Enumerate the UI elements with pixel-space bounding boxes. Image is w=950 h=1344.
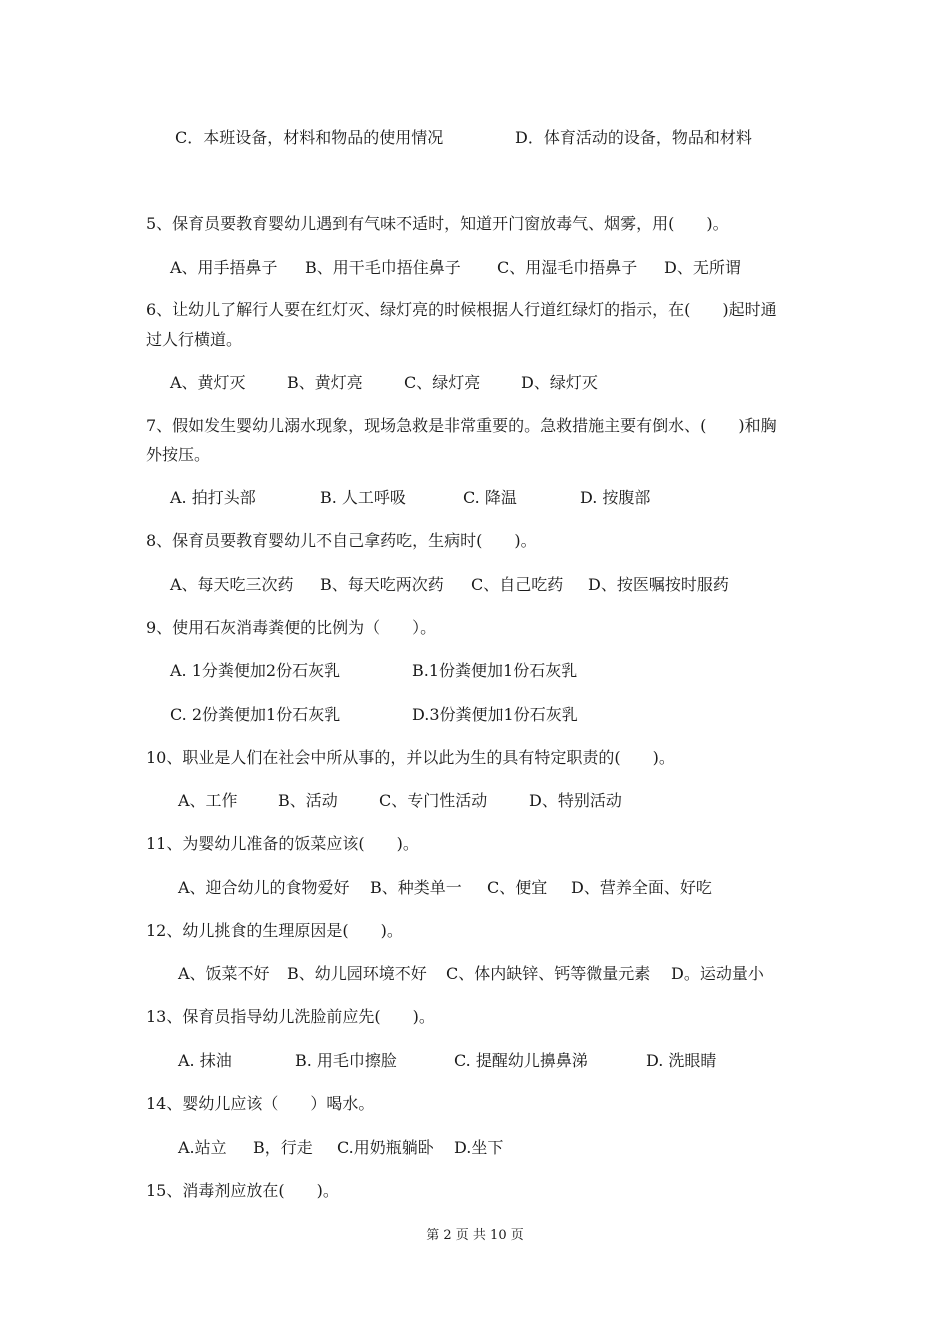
page-footer: 第 2 页 共 10 页: [426, 1228, 524, 1243]
q8-option-c: C、自己吃药: [471, 575, 564, 594]
q8-option-b: B、每天吃两次药: [320, 575, 444, 594]
q14-option-c: C.用奶瓶躺卧: [337, 1138, 434, 1157]
q4-option-d: D．体育活动的设备，物品和材料: [515, 128, 752, 147]
q8-option-d: D、按医嘱按时服药: [588, 575, 729, 594]
q12-option-c: C、体内缺锌、钙等微量元素: [446, 964, 651, 983]
q10-option-d: D、特别活动: [529, 791, 622, 810]
q5-option-d: D、无所谓: [664, 258, 741, 277]
question-13-text: 13、保育员指导幼儿洗脸前应先( )。: [146, 1007, 435, 1026]
question-10-text: 10、职业是人们在社会中所从事的，并以此为生的具有特定职责的( )。: [146, 748, 675, 767]
q6-option-b: B、黄灯亮: [287, 373, 363, 392]
q11-option-a: A、迎合幼儿的食物爱好: [178, 878, 350, 897]
question-11-text: 11、为婴幼儿准备的饭菜应该( )。: [146, 834, 419, 853]
question-6-text: 6、让幼儿了解行人要在红灯灭、绿灯亮的时候根据人行道红绿灯的指示，在( )起时通: [146, 300, 777, 319]
question-7-text-cont: 外按压。: [146, 445, 211, 464]
question-6-text-cont: 过人行横道。: [146, 330, 243, 349]
q12-option-a: A、饭菜不好: [178, 964, 270, 983]
q13-option-a: A. 抹油: [178, 1051, 232, 1070]
q9-option-a: A. 1分粪便加2份石灰乳: [170, 661, 341, 680]
q14-option-b: B，行走: [253, 1138, 313, 1157]
q11-option-b: B、种类单一: [370, 878, 462, 897]
q5-option-c: C、用湿毛巾捂鼻子: [497, 258, 638, 277]
q10-option-c: C、专门性活动: [379, 791, 488, 810]
q12-option-d: D。运动量小: [671, 964, 764, 983]
q11-option-c: C、便宜: [487, 878, 548, 897]
q7-option-c: C. 降温: [463, 488, 517, 507]
q13-option-d: D. 洗眼睛: [646, 1051, 717, 1070]
q14-option-d: D.坐下: [454, 1138, 504, 1157]
q6-option-c: C、绿灯亮: [404, 373, 481, 392]
q8-option-a: A、每天吃三次药: [170, 575, 294, 594]
q5-option-a: A、用手捂鼻子: [170, 258, 278, 277]
q11-option-d: D、营养全面、好吃: [571, 878, 712, 897]
question-7-text: 7、假如发生婴幼儿溺水现象，现场急救是非常重要的。急救措施主要有倒水、( )和胸: [146, 416, 777, 435]
q12-option-b: B、幼儿园环境不好: [287, 964, 427, 983]
q9-option-c: C. 2份粪便加1份石灰乳: [170, 705, 341, 724]
q13-option-c: C. 提醒幼儿擤鼻涕: [454, 1051, 588, 1070]
question-9-text: 9、使用石灰消毒粪便的比例为（ ）。: [146, 618, 437, 637]
q4-option-c: C．本班设备，材料和物品的使用情况: [175, 128, 444, 147]
question-14-text: 14、婴幼儿应该（ ）喝水。: [146, 1094, 375, 1113]
q13-option-b: B. 用毛巾擦脸: [295, 1051, 397, 1070]
q7-option-d: D. 按腹部: [580, 488, 651, 507]
question-5-text: 5、保育员要教育婴幼儿遇到有气味不适时，知道开门窗放毒气、烟雾，用( )。: [146, 214, 729, 233]
q6-option-d: D、绿灯灭: [521, 373, 598, 392]
q10-option-a: A、工作: [178, 791, 238, 810]
q7-option-b: B. 人工呼吸: [320, 488, 406, 507]
q5-option-b: B、用干毛巾捂住鼻子: [305, 258, 461, 277]
q7-option-a: A. 拍打头部: [170, 488, 256, 507]
question-12-text: 12、幼儿挑食的生理原因是( )。: [146, 921, 403, 940]
q6-option-a: A、黄灯灭: [170, 373, 246, 392]
q10-option-b: B、活动: [278, 791, 338, 810]
q9-option-d: D.3份粪便加1份石灰乳: [412, 705, 578, 724]
q14-option-a: A.站立: [178, 1138, 227, 1157]
question-15-text: 15、消毒剂应放在( )。: [146, 1181, 339, 1200]
q9-option-b: B.1份粪便加1份石灰乳: [412, 661, 578, 680]
question-8-text: 8、保育员要教育婴幼儿不自己拿药吃，生病时( )。: [146, 531, 537, 550]
